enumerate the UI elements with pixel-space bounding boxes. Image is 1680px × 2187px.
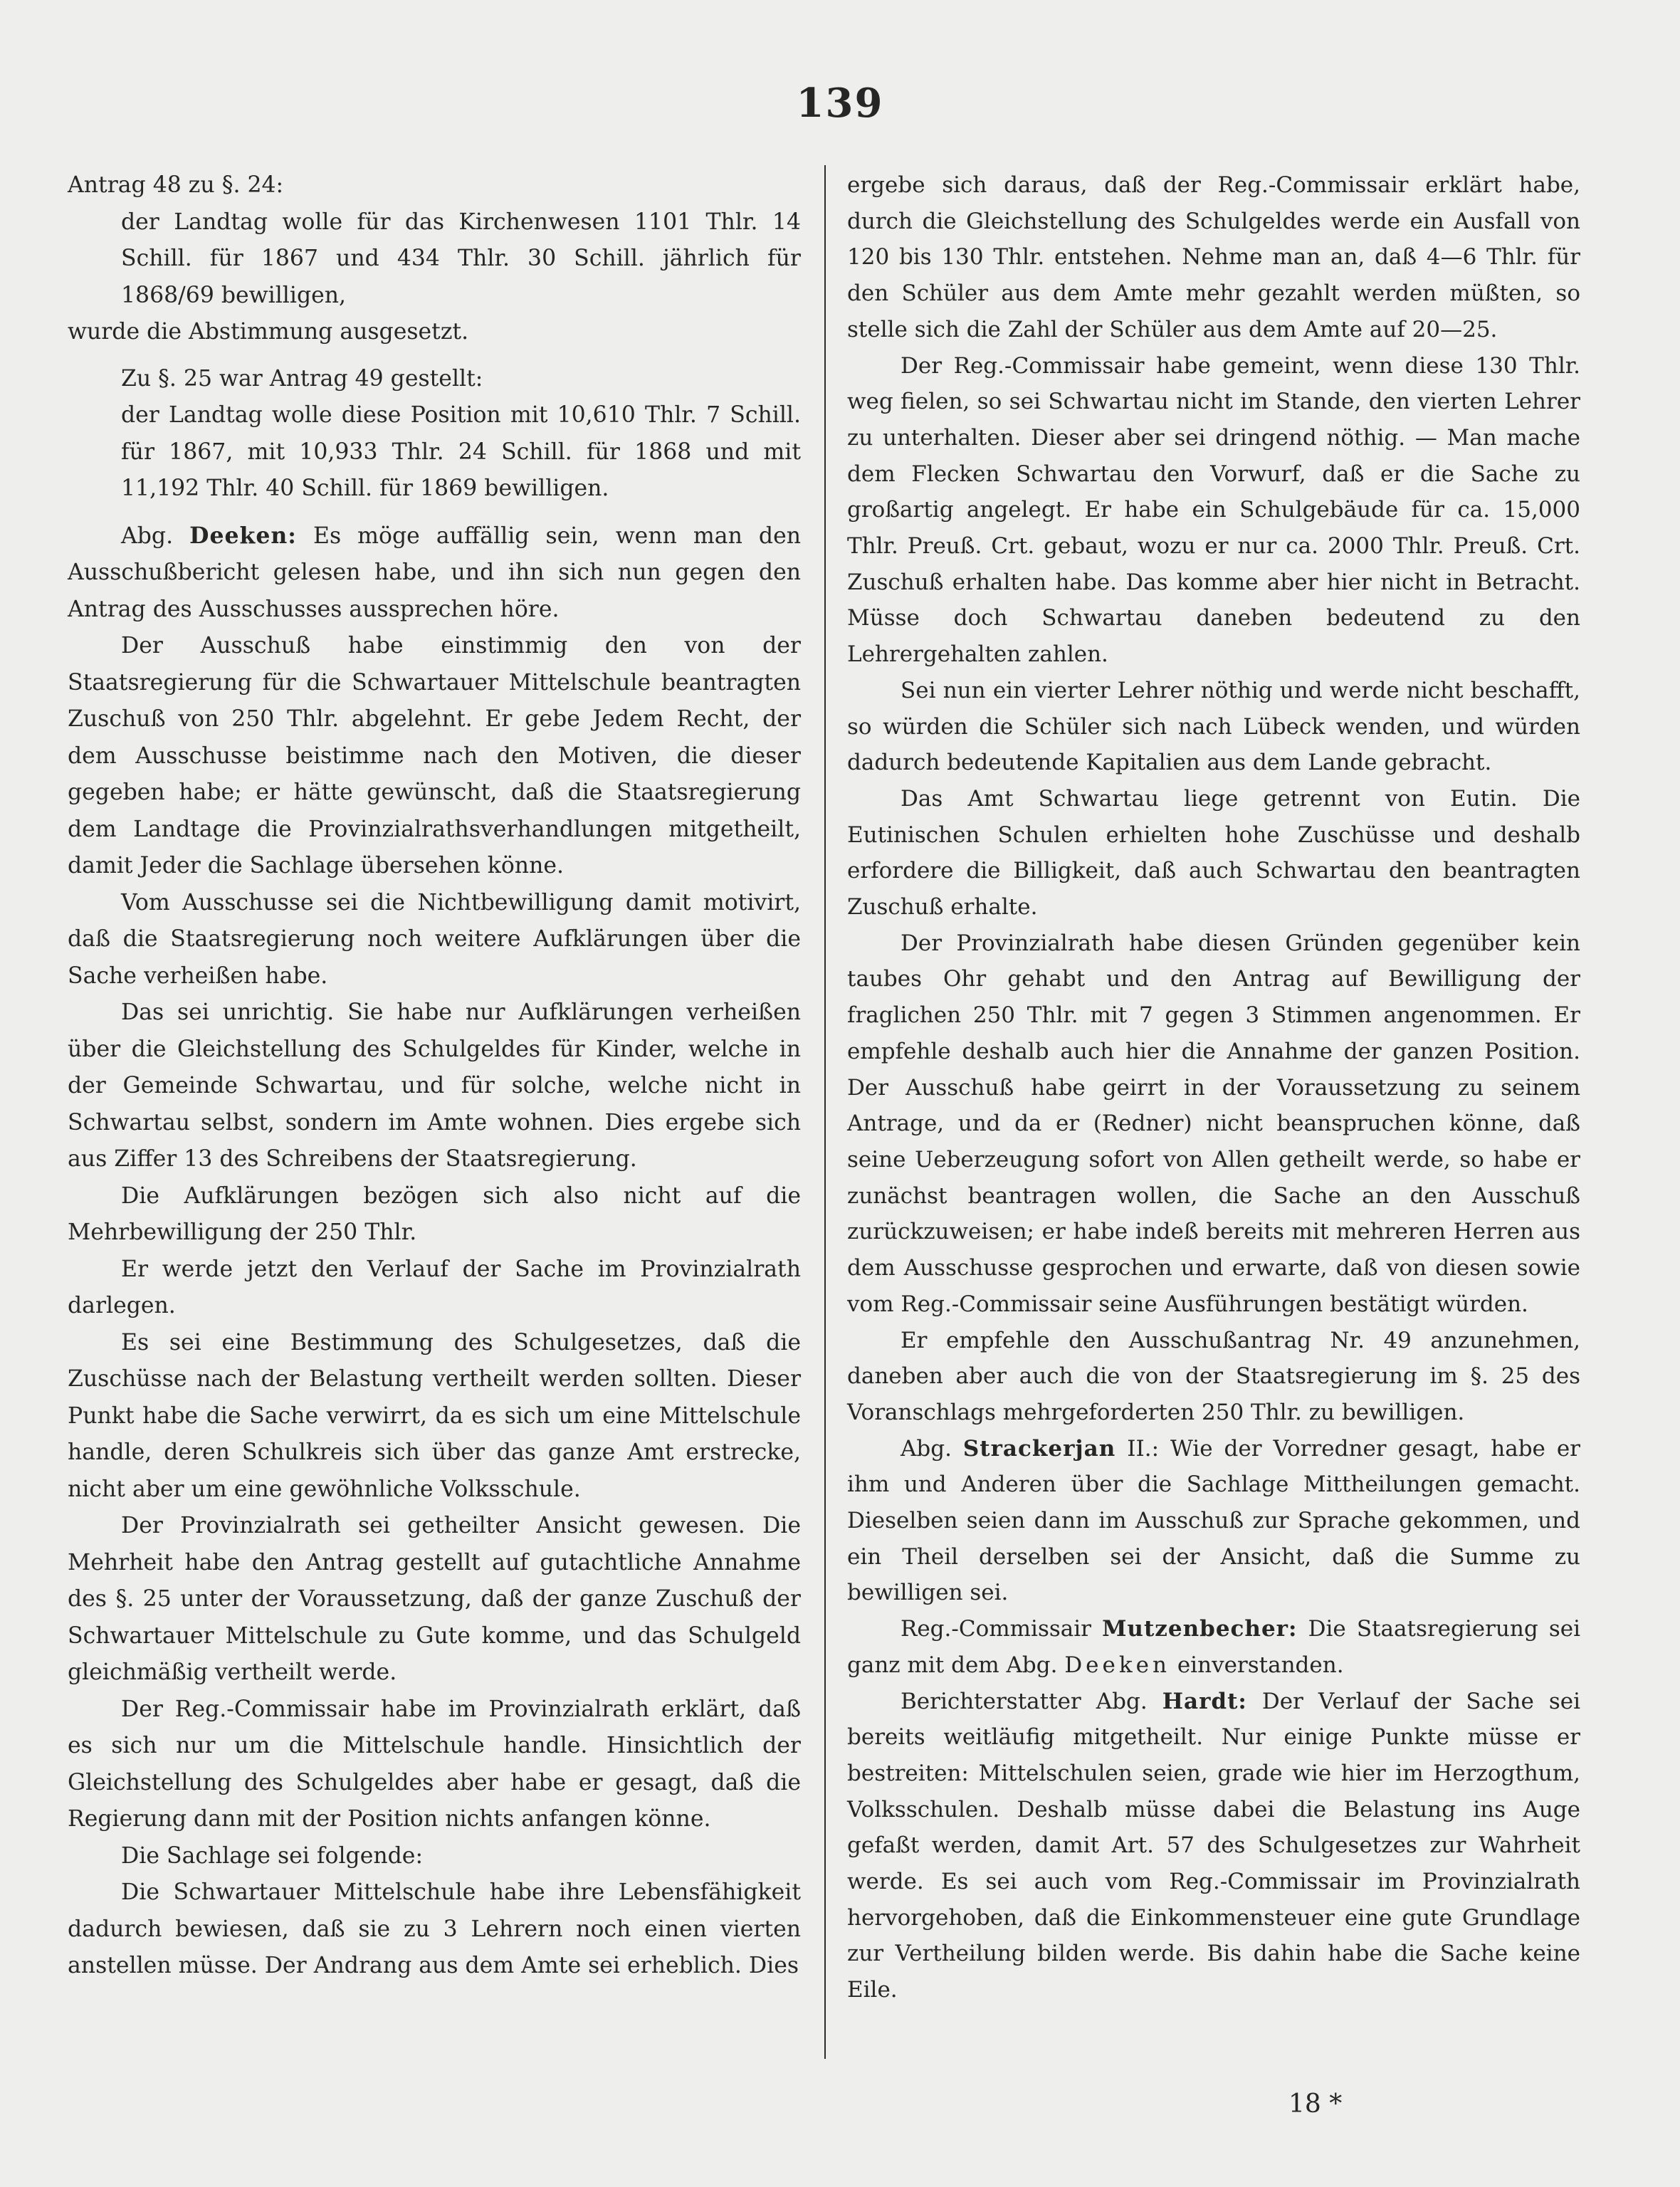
deeken-speech <box>68 518 801 629</box>
antrag-49-text: der Landtag wolle diese Position mit 10,610 Thlr. 7 Schill. für 1867, mit 10,933 Thlr. 24 Schill. für 1868 und mit 11,192 Thlr. 40 Schill. für 1869 bewilligen. <box>121 402 801 501</box>
signature-mark: 18 * <box>1288 2089 1343 2119</box>
mutzenbecher-speech-end: einverstanden. <box>1170 1652 1344 1678</box>
paragraph: Der Provinzialrath sei getheilter Ansicht gewesen. Die Mehrheit habe den Antrag gestellt auf gutachtliche Annahme des §. 25 unter der Voraussetzung, daß der ganze Zuschuß der Schwartauer Mittelschule zu Gute komme, und das Schulgeld gleichmäßig vertheilt werde. <box>68 1513 801 1685</box>
antrag-48 <box>68 167 801 351</box>
strackerjan-speech-text: Wie der Vorredner gesagt, habe er ihm und Anderen über die Sachlage Mittheilungen gemacht. Dieselben seien dann im Ausschuß zur Sprache gekommen, und ein Theil derselben sei der Ansicht, daß die Summe zu bewilligen sei. <box>847 1435 1580 1606</box>
paragraph: Der Ausschuß habe einstimmig den von der Staatsregierung für die Schwartauer Mittelschule beantragten Zuschuß von 250 Thlr. abgelehnt. Er gebe Jedem Recht, der dem Ausschusse beistimme nach den Motiven, die dieser gegeben habe; er hätte gewünscht, daß die Staatsregierung dem Landtage die Provinzialrathsverhandlungen mitgetheilt, damit Jeder die Sachlage übersehen könne. <box>68 633 801 879</box>
paragraph: Das sei unrichtig. Sie habe nur Aufklärungen verheißen über die Gleichstellung des Schulgeldes für Kinder, welche in der Gemeinde Schwartau, und für solche, welche nicht in Schwartau selbst, sondern im Amte wohnen. Dies ergebe sich aus Ziffer 13 des Schreibens der Staatsregierung. <box>68 1000 801 1172</box>
spaced-name-deeken: Deeken <box>1064 1652 1170 1678</box>
paragraph: Der Reg.-Commissair habe im Provinzialrath erklärt, daß es sich nur um die Mittelschule handle. Hinsichtlich der Gleichstellung des Schulgeldes aber habe er gesagt, daß die Regierung dann mit der Position nichts anfangen könne. <box>68 1696 801 1832</box>
mutzenbecher-speech <box>847 1611 1580 1683</box>
speaker-suffix: II.: <box>1115 1435 1160 1462</box>
right-column <box>847 167 1580 2008</box>
paragraph: Er empfehle den Ausschußantrag Nr. 49 anzunehmen, daneben aber auch die von der Staatsregierung im §. 25 des Voranschlags mehrgeforderten 250 Thlr. zu bewilligen. <box>847 1327 1580 1425</box>
paragraph: Die Sachlage sei folgende: <box>121 1842 424 1869</box>
speaker-name-deeken: Deeken: <box>189 522 297 549</box>
paragraph: Sei nun ein vierter Lehrer nöthig und werde nicht beschafft, so würden die Schüler sich nach Lübeck wenden, und würden dadurch bedeutende Kapitalien aus dem Lande gebracht. <box>847 677 1580 776</box>
mutzenbecher-speech-text: Die Staatsregierung sei ganz mit dem Abg. <box>847 1616 1580 1678</box>
antrag-48-result: wurde die Abstimmung ausgesetzt. <box>68 319 469 345</box>
paragraph: Der Provinzialrath habe diesen Gründen gegenüber kein taubes Ohr gehabt und den Antrag auf Bewilligung der fraglichen 250 Thlr. mit 7 gegen 3 Stimmen angenommen. Er empfehle deshalb auch hier die Annahme der ganzen Position. Der Ausschuß habe geirrt in der Voraussetzung zu seinem Antrage, und da er (Redner) nicht beanspruchen könne, daß seine Ueberzeugung sofort von Allen getheilt werde, so habe er zunächst beantragen wollen, die Sache an den Ausschuß zurückzuweisen; er habe indeß bereits mit mehreren Herren aus dem Ausschusse gesprochen und erwarte, daß von diesen sowie vom Reg.-Commissair seine Ausführungen bestätigt würden. <box>847 930 1580 1317</box>
antrag-48-intro: Antrag 48 zu §. 24: <box>68 172 284 198</box>
paragraph: Er werde jetzt den Verlauf der Sache im Provinzialrath darlegen. <box>68 1256 801 1318</box>
paragraph: Der Reg.-Commissair habe gemeint, wenn diese 130 Thlr. weg fielen, so sei Schwartau nicht im Stande, den vierten Lehrer zu unterhalten. Dieser aber sei dringend nöthig. — Man mache dem Flecken Schwartau den Vorwurf, daß er die Sache zu großartig angelegt. Er habe ein Schulgebäude für ca. 15,000 Thlr. Preuß. Crt. gebaut, wozu er nur ca. 2000 Thlr. Preuß. Crt. Zuschuß erhalten habe. Das komme aber hier nicht in Betracht. Müsse doch Schwartau daneben bedeutend zu den Lehrergehalten zahlen. <box>847 352 1580 668</box>
left-column <box>68 167 801 1985</box>
paragraph: Es sei eine Bestimmung des Schulgesetzes, daß die Zuschüsse nach der Belastung vertheilt werden sollten. Dieser Punkt habe die Sache verwirrt, da es sich um eine Mittelschule handle, deren Schulkreis sich über das ganze Amt erstrecke, nicht aber um eine gewöhnliche Volksschule. <box>68 1329 801 1502</box>
speaker-name-mutzenbecher: Mutzenbecher: <box>1102 1616 1298 1642</box>
continuation-paragraph: ergebe sich daraus, daß der Reg.-Commissair erklärt habe, durch die Gleichstellung des Schulgeldes werde ein Ausfall von 120 bis 130 Thlr. entstehen. Nehme man an, daß 4—6 Thlr. für den Schüler aus dem Amte mehr gezahlt werden müßten, so stelle sich die Zahl der Schüler aus dem Amte auf 20—25. <box>847 172 1580 342</box>
speaker-title: Abg. <box>121 523 174 549</box>
speaker-name-hardt: Hardt: <box>1162 1688 1247 1714</box>
speaker-title: Berichterstatter Abg. <box>901 1688 1148 1714</box>
antrag-49-intro: Zu §. 25 war Antrag 49 gestellt: <box>121 365 483 392</box>
page-number: 139 <box>796 80 884 127</box>
speaker-title: Reg.-Commissair <box>901 1616 1091 1642</box>
column-divider <box>824 165 826 2059</box>
hardt-speech-text: Der Verlauf der Sache sei bereits weitläufig mitgetheilt. Nur einige Punkte müsse er bestreiten: Mittelschulen seien, grade wie hier im Herzogthum, Volksschulen. Deshalb müsse dabei die Belastung ins Auge gefaßt werden, damit Art. 57 des Schulgesetzes zur Wahrheit werde. Es sei auch vom Reg.-Commissair im Provinzialrath hervorgehoben, daß die Einkommensteuer eine gute Grundlage zur Vertheilung bilden werde. Bis dahin habe die Sache keine Eile. <box>847 1688 1580 2003</box>
strackerjan-speech <box>847 1431 1580 1612</box>
paragraph: Die Aufklärungen bezögen sich also nicht auf die Mehrbewilligung der 250 Thlr. <box>68 1182 801 1245</box>
speaker-name-strackerjan: Strackerjan <box>962 1435 1116 1462</box>
deeken-speech-text: Es möge auffällig sein, wenn man den Ausschußbericht gelesen habe, und ihn sich nun gegen den Antrag des Ausschusses aussprechen höre. <box>68 523 801 622</box>
speaker-title: Abg. <box>901 1435 952 1462</box>
paragraph: Vom Ausschusse sei die Nichtbewilligung damit motivirt, daß die Staatsregierung noch weitere Aufklärungen über die Sache verheißen habe. <box>68 889 801 989</box>
hardt-speech <box>847 1684 1580 2008</box>
antrag-49 <box>68 361 801 508</box>
paragraph: Das Amt Schwartau liege getrennt von Eutin. Die Eutinischen Schulen erhielten hohe Zuschüsse und deshalb erfordere die Billigkeit, daß auch Schwartau den beantragten Zuschuß erhalte. <box>847 785 1580 921</box>
paragraph: Die Schwartauer Mittelschule habe ihre Lebensfähigkeit dadurch bewiesen, daß sie zu 3 Lehrern noch einen vierten anstellen müsse. Der Andrang aus dem Amte sei erheblich. Dies <box>68 1879 801 1978</box>
antrag-48-text: der Landtag wolle für das Kirchenwesen 1101 Thlr. 14 Schill. für 1867 und 434 Thlr. 30 Schill. jährlich für 1868/69 bewilligen, <box>121 209 801 308</box>
